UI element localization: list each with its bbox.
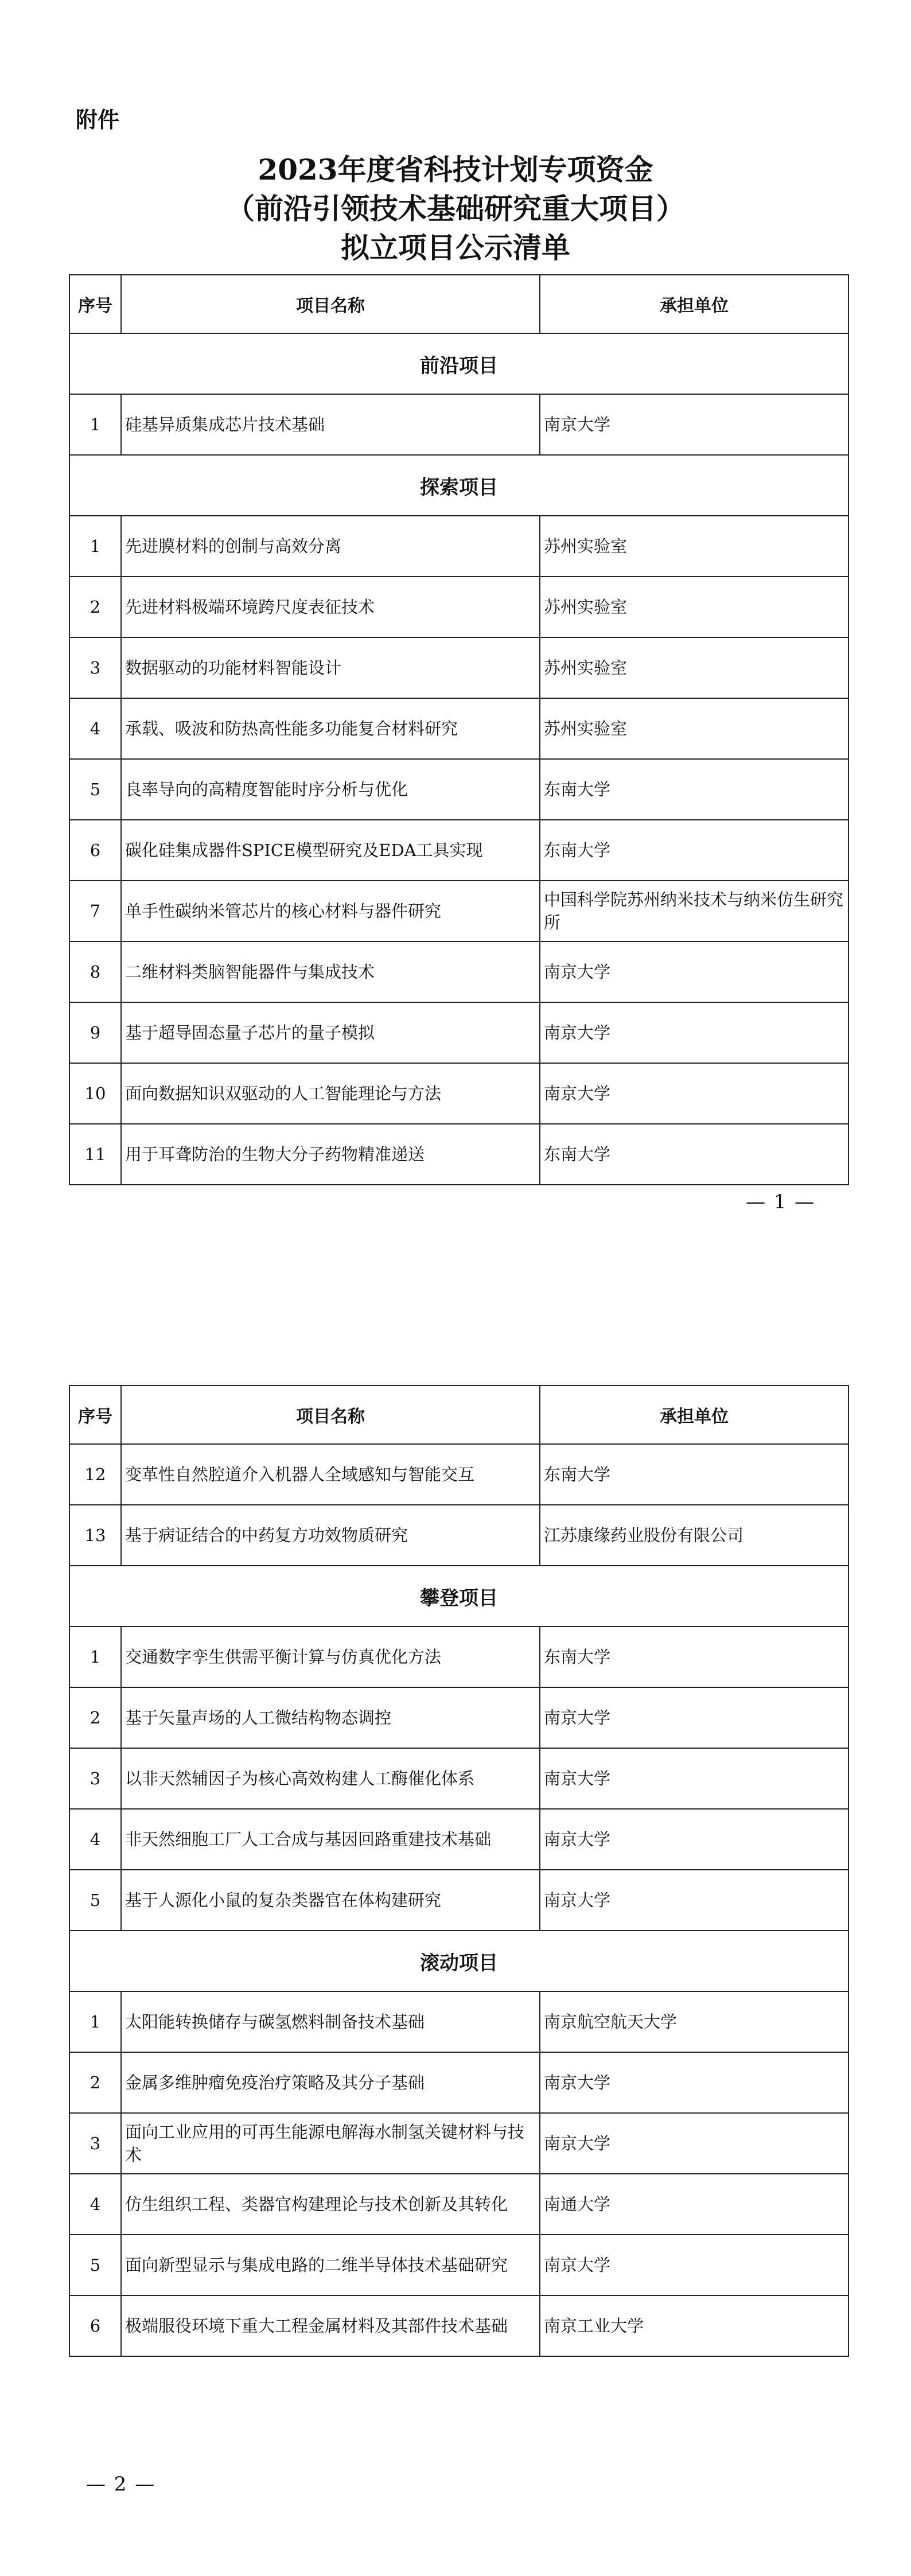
row-name: 用于耳聋防治的生物大分子药物精准递送: [121, 1124, 540, 1185]
table-row: [69, 1505, 848, 1566]
row-num: 11: [69, 1124, 121, 1185]
row-org: 南京大学: [540, 1063, 848, 1124]
row-num: 2: [69, 577, 121, 637]
row-name: 单手性碳纳米管芯片的核心材料与器件研究: [121, 881, 540, 941]
row-num: 1: [69, 1991, 121, 2052]
header-org: 承担单位: [540, 1386, 848, 1444]
row-num: 4: [69, 2174, 121, 2235]
row-name: 基于病证结合的中药复方功效物质研究: [121, 1505, 540, 1566]
row-org: 苏州实验室: [540, 516, 848, 577]
row-num: 1: [69, 1626, 121, 1687]
table-row: [69, 2235, 848, 2295]
table-row: [69, 1063, 848, 1124]
row-org: 南通大学: [540, 2174, 848, 2235]
row-name: 面向工业应用的可再生能源电解海水制氢关键材料与技术: [121, 2113, 540, 2174]
section-row: [69, 333, 848, 394]
row-name: 非天然细胞工厂人工合成与基因回路重建技术基础: [121, 1809, 540, 1870]
row-org: 南京大学: [540, 1687, 848, 1748]
table-row: [69, 2295, 848, 2356]
section-title: 前沿项目: [69, 333, 848, 394]
section-row: [69, 1566, 848, 1626]
table-row: [69, 1124, 848, 1185]
project-table-page-2: [69, 1385, 849, 2357]
row-name: 仿生组织工程、类器官构建理论与技术创新及其转化: [121, 2174, 540, 2235]
row-num: 4: [69, 698, 121, 759]
row-num: 7: [69, 881, 121, 941]
row-name: 基于矢量声场的人工微结构物态调控: [121, 1687, 540, 1748]
table-row: [69, 516, 848, 577]
row-org: 南京大学: [540, 2113, 848, 2174]
row-org: 南京大学: [540, 1748, 848, 1809]
section-row: [69, 455, 848, 516]
row-org: 南京大学: [540, 1809, 848, 1870]
row-name: 变革性自然腔道介入机器人全域感知与智能交互: [121, 1444, 540, 1505]
page-number: — 2 —: [86, 2473, 156, 2496]
table-row: [69, 1991, 848, 2052]
row-name: 基于人源化小鼠的复杂类器官在体构建研究: [121, 1870, 540, 1931]
row-org: 东南大学: [540, 759, 848, 820]
attachment-label: 附件: [76, 107, 120, 133]
row-num: 1: [69, 394, 121, 455]
table-row: [69, 1809, 848, 1870]
table-row: [69, 1444, 848, 1505]
row-org: 江苏康缘药业股份有限公司: [540, 1505, 848, 1566]
row-name: 基于超导固态量子芯片的量子模拟: [121, 1002, 540, 1063]
row-name: 面向数据知识双驱动的人工智能理论与方法: [121, 1063, 540, 1124]
row-name: 交通数字孪生供需平衡计算与仿真优化方法: [121, 1626, 540, 1687]
table-row: [69, 2052, 848, 2113]
header-name: 项目名称: [121, 1386, 540, 1444]
row-num: 9: [69, 1002, 121, 1063]
row-org: 东南大学: [540, 1124, 848, 1185]
table-header-row: [69, 1386, 848, 1444]
row-name: 硅基异质集成芯片技术基础: [121, 394, 540, 455]
row-name: 先进材料极端环境跨尺度表征技术: [121, 577, 540, 637]
row-num: 2: [69, 1687, 121, 1748]
section-row: [69, 1931, 848, 1991]
row-name: 二维材料类脑智能器件与集成技术: [121, 941, 540, 1002]
title-line-2: （前沿引领技术基础研究重大项目）: [226, 192, 685, 225]
row-org: 东南大学: [540, 820, 848, 881]
row-num: 5: [69, 759, 121, 820]
row-num: 3: [69, 2113, 121, 2174]
table-row: [69, 2174, 848, 2235]
row-org: 南京大学: [540, 1002, 848, 1063]
row-name: 金属多维肿瘤免疫治疗策略及其分子基础: [121, 2052, 540, 2113]
row-org: 南京工业大学: [540, 2295, 848, 2356]
table-row: [69, 1626, 848, 1687]
table-row: [69, 698, 848, 759]
page-2: [0, 1288, 911, 2576]
row-num: 5: [69, 1870, 121, 1931]
table-row: [69, 1870, 848, 1931]
row-org: 苏州实验室: [540, 577, 848, 637]
row-name: 极端服役环境下重大工程金属材料及其部件技术基础: [121, 2295, 540, 2356]
row-num: 6: [69, 820, 121, 881]
table-row: [69, 637, 848, 698]
header-name: 项目名称: [121, 275, 540, 333]
row-num: 3: [69, 1748, 121, 1809]
row-org: 苏州实验室: [540, 698, 848, 759]
row-name: 承载、吸波和防热高性能多功能复合材料研究: [121, 698, 540, 759]
row-org: 南京大学: [540, 394, 848, 455]
row-num: 4: [69, 1809, 121, 1870]
project-table-page-1: [69, 274, 849, 1185]
row-name: 良率导向的高精度智能时序分析与优化: [121, 759, 540, 820]
page-number: — 1 —: [746, 1190, 816, 1213]
row-org: 东南大学: [540, 1626, 848, 1687]
row-org: 南京航空航天大学: [540, 1991, 848, 2052]
table-header-row: [69, 275, 848, 333]
title-line-3: 拟立项目公示清单: [341, 231, 570, 264]
row-name: 以非天然辅因子为核心高效构建人工酶催化体系: [121, 1748, 540, 1809]
table-row: [69, 1687, 848, 1748]
table-row: [69, 1748, 848, 1809]
section-title: 滚动项目: [69, 1931, 848, 1991]
row-num: 3: [69, 637, 121, 698]
row-num: 2: [69, 2052, 121, 2113]
row-org: 南京大学: [540, 2052, 848, 2113]
table-row: [69, 1002, 848, 1063]
header-num: 序号: [69, 275, 121, 333]
row-org: 东南大学: [540, 1444, 848, 1505]
row-org: 南京大学: [540, 1870, 848, 1931]
row-org: 苏州实验室: [540, 637, 848, 698]
table-row: [69, 881, 848, 941]
header-num: 序号: [69, 1386, 121, 1444]
row-name: 面向新型显示与集成电路的二维半导体技术基础研究: [121, 2235, 540, 2295]
table-row: [69, 394, 848, 455]
row-num: 6: [69, 2295, 121, 2356]
table-row: [69, 820, 848, 881]
section-title: 探索项目: [69, 455, 848, 516]
table-row: [69, 2113, 848, 2174]
row-name: 数据驱动的功能材料智能设计: [121, 637, 540, 698]
section-title: 攀登项目: [69, 1566, 848, 1626]
row-org: 南京大学: [540, 941, 848, 1002]
header-org: 承担单位: [540, 275, 848, 333]
table-row: [69, 759, 848, 820]
row-name: 太阳能转换储存与碳氢燃料制备技术基础: [121, 1991, 540, 2052]
row-org: 中国科学院苏州纳米技术与纳米仿生研究所: [540, 881, 848, 941]
row-org: 南京大学: [540, 2235, 848, 2295]
table-row: [69, 941, 848, 1002]
title-line-1: 2023年度省科技计划专项资金: [258, 153, 653, 186]
table-row: [69, 577, 848, 637]
row-num: 10: [69, 1063, 121, 1124]
row-name: 碳化硅集成器件SPICE模型研究及EDA工具实现: [121, 820, 540, 881]
row-num: 1: [69, 516, 121, 577]
row-num: 12: [69, 1444, 121, 1505]
row-num: 5: [69, 2235, 121, 2295]
row-num: 8: [69, 941, 121, 1002]
row-num: 13: [69, 1505, 121, 1566]
row-name: 先进膜材料的创制与高效分离: [121, 516, 540, 577]
